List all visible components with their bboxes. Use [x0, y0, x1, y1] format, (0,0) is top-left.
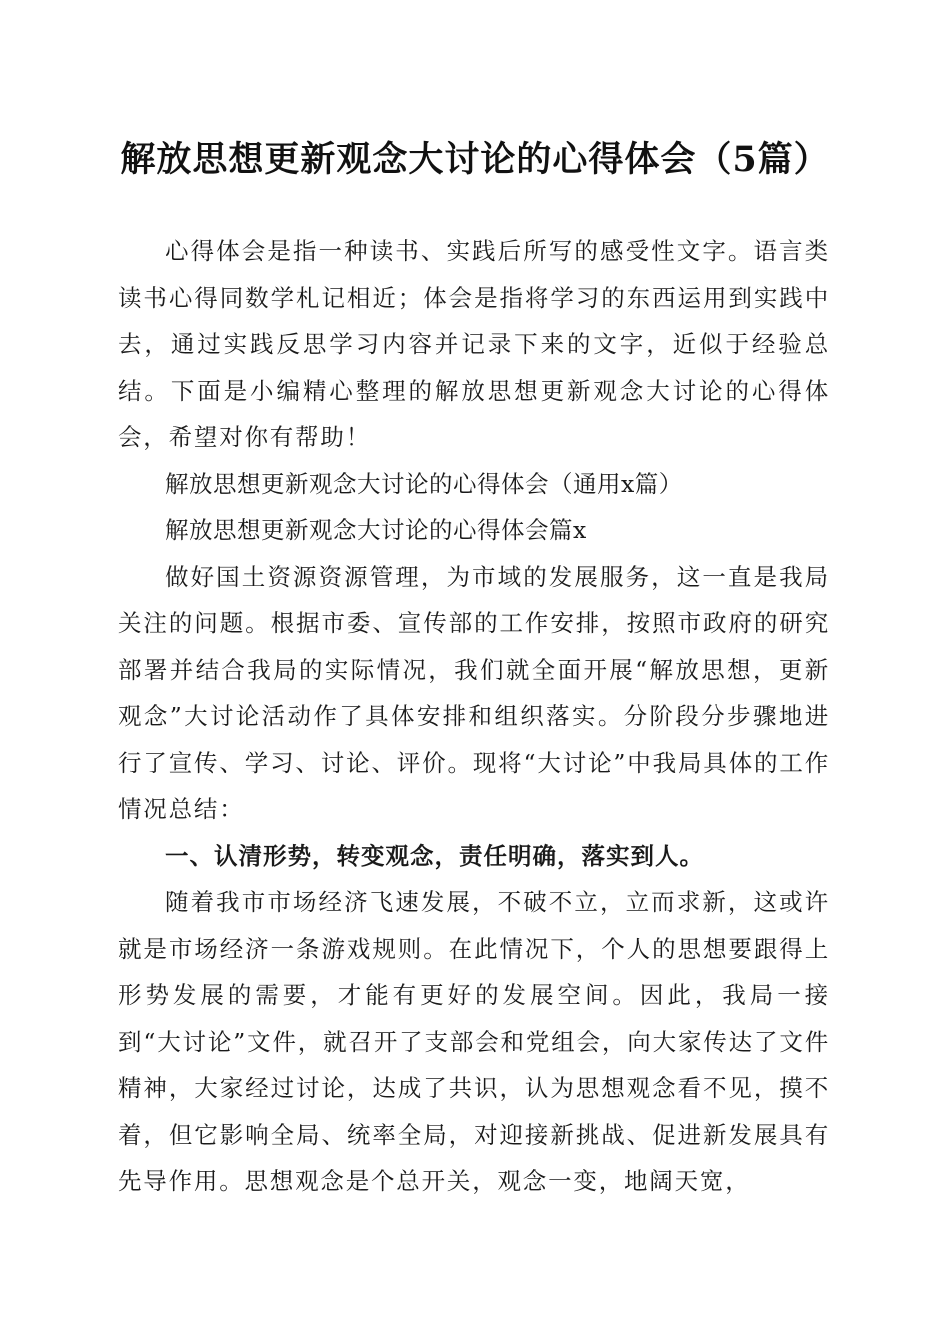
intro-paragraph: 心得体会是指一种读书、实践后所写的感受性文字。语言类读书心得同数学札记相近；体会是指将学习的东西运用到实践中去，通过实践反思学习内容并记录下来的文字，近似于经验总结。下面是小编精心整理的解放思想更新观念大讨论的心得体会，希望对你有帮助！	[118, 237, 830, 451]
subtitle-line: 解放思想更新观念大讨论的心得体会（通用x篇）	[165, 469, 683, 498]
section-heading: 一、认清形势，转变观念，责任明确，落实到人。	[165, 841, 704, 870]
body-paragraph: 做好国土资源资源管理，为市域的发展服务，这一直是我局关注的问题。根据市委、宣传部的工作安排，按照市政府的研究部署并结合我局的实际情况，我们就全面开展“解放思想，更新观念”大讨论活动作了具体安排和组织落实。分阶段分步骤地进行了宣传、学习、讨论、评价。现将“大讨论”中我局具体的工作情况总结：	[118, 562, 830, 823]
document-title: 解放思想更新观念大讨论的心得体会（5篇）	[120, 139, 830, 180]
body-paragraph: 随着我市市场经济飞速发展，不破不立，立而求新，这或许就是市场经济一条游戏规则。在此情况下，个人的思想要跟得上形势发展的需要，才能有更好的发展空间。因此，我局一接到“大讨论”文件，就召开了支部会和党组会，向大家传达了文件精神，大家经过讨论，达成了共识，认为思想观念看不见，摸不着，但它影响全局、统率全局，对迎接新挑战、促进新发展具有先导作用。思想观念是个总开关，观念一变，地阔天宽，	[118, 888, 830, 1195]
document-body	[118, 228, 830, 1205]
section-title-line: 解放思想更新观念大讨论的心得体会篇x	[165, 516, 587, 544]
